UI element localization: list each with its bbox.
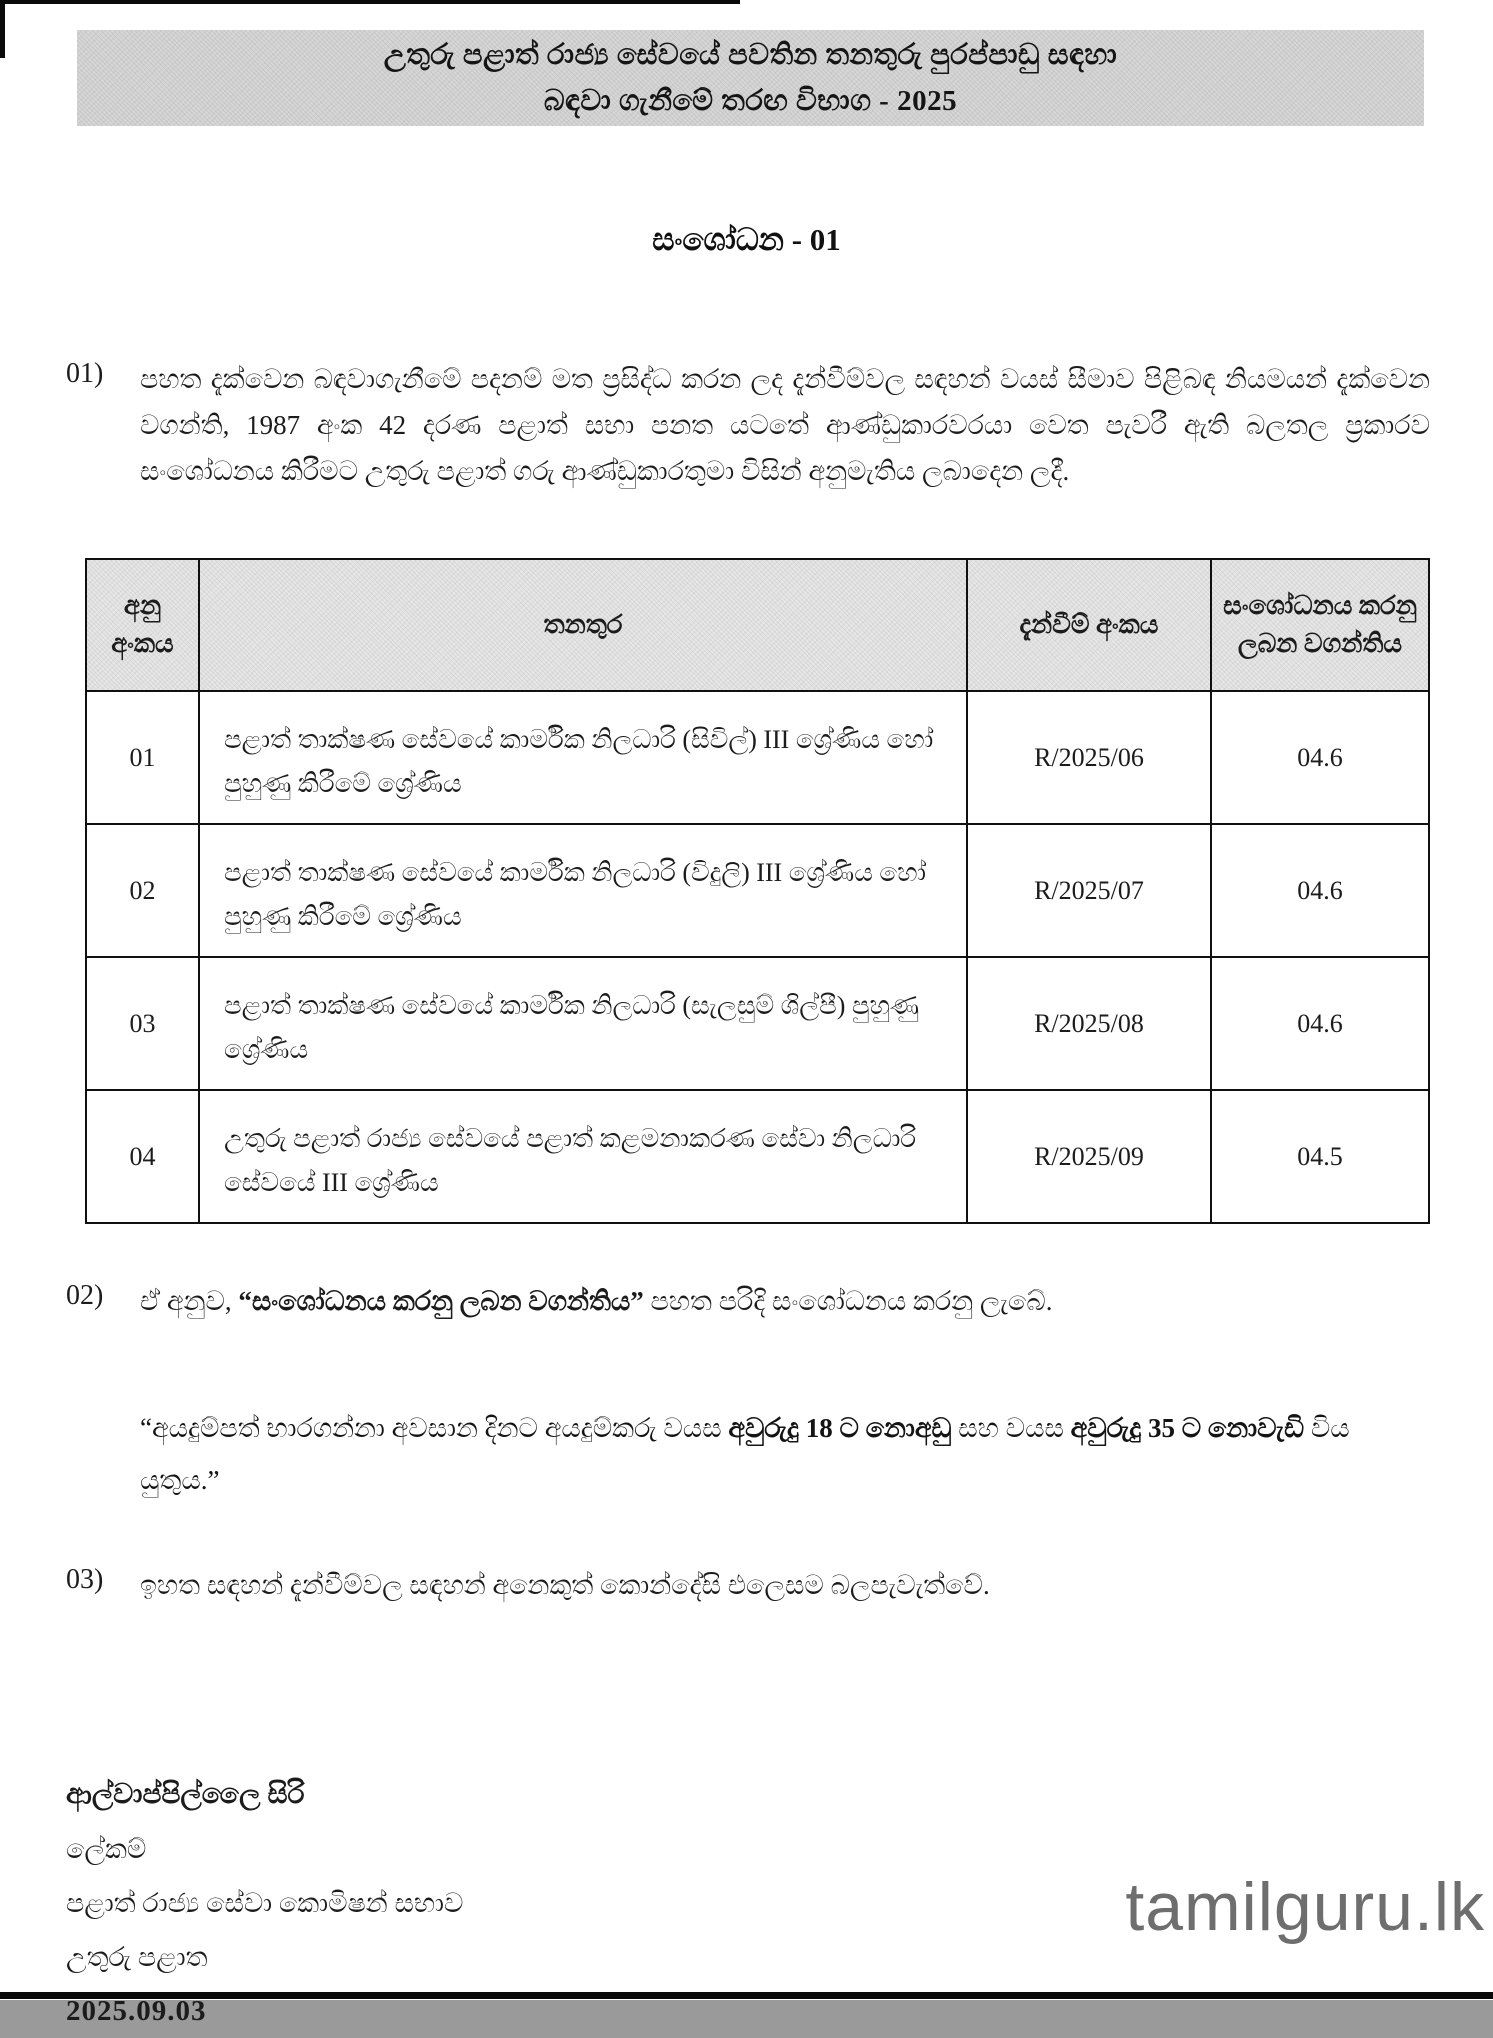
cell-notice-number: R/2025/07 xyxy=(967,824,1211,957)
cell-amended-clause: 04.6 xyxy=(1211,824,1429,957)
table-row xyxy=(86,824,1429,957)
amendment-table xyxy=(85,558,1430,1224)
table-header-row xyxy=(86,559,1429,691)
signature-block xyxy=(66,1768,766,2038)
para-03-number: 03) xyxy=(66,1564,104,1595)
quote-seg-1: අවුරුදු 18 ට නොඅඩු xyxy=(728,1413,952,1443)
col-header-notice-number: දැන්වීම් අංකය xyxy=(967,559,1211,691)
col-header-amended-clause: සංශෝධනය කරනු ලබන වගන්තිය xyxy=(1211,559,1429,691)
quote-seg-2: සහ වයස xyxy=(951,1413,1071,1443)
banner-title-line2: බඳවා ගැනීමේ තරඟ විභාග - 2025 xyxy=(543,85,958,117)
cell-position: පළාත් තාක්ෂණ සේවයේ කාර්මික නිලධාරි (සිවිල්) III ශ්‍රේණිය හෝ පුහුණු කිරීමේ ශ්‍රේණිය xyxy=(199,691,967,824)
cell-amended-clause: 04.5 xyxy=(1211,1090,1429,1223)
para-02-number: 02) xyxy=(66,1280,104,1311)
table-row xyxy=(86,691,1429,824)
cell-serial: 02 xyxy=(86,824,199,957)
para-03-text: ඉහත සඳහන් දැන්වීම්වල සඳහන් අනෙකුත් කොන්දේසි එලෙසම බලපැවැත්වේ. xyxy=(140,1570,990,1600)
para-02-text xyxy=(140,1278,1430,1324)
banner-title-line1: උතුරු පළාත් රාජ්‍ය සේවයේ පවතින තනතුරු පුරප්පාඩු සඳහා xyxy=(383,39,1118,71)
cell-position: පළාත් තාක්ෂණ සේවයේ කාර්මික නිලධාරි (විදුලි) III ශ්‍රේණිය හෝ පුහුණු කිරීමේ ශ්‍රේණිය xyxy=(199,824,967,957)
cell-serial: 03 xyxy=(86,957,199,1090)
para-02-prefix: ඒ අනුව, xyxy=(140,1286,239,1316)
cell-serial: 04 xyxy=(86,1090,199,1223)
watermark-tamilguru: tamilguru.lk xyxy=(1125,1869,1485,1945)
signatory-organization: පළාත් රාජ්‍ය සේවා කොමිෂන් සභාව xyxy=(66,1888,464,1918)
cell-notice-number: R/2025/06 xyxy=(967,691,1211,824)
signatory-name: ආල්වාප්පිල්ලෛ සිරි xyxy=(66,1779,305,1810)
cell-amended-clause: 04.6 xyxy=(1211,957,1429,1090)
quote-seg-4: විය යුතුය.” xyxy=(140,1413,1350,1495)
quote-seg-3: අවුරුදු 35 ට නොවැඩි xyxy=(1070,1413,1305,1443)
cell-amended-clause: 04.6 xyxy=(1211,691,1429,824)
signatory-title: ලේකම් xyxy=(66,1834,147,1864)
scan-edge-left xyxy=(0,0,5,58)
para-01-number: 01) xyxy=(66,358,104,389)
cell-notice-number: R/2025/09 xyxy=(967,1090,1211,1223)
table-row xyxy=(86,957,1429,1090)
cell-notice-number: R/2025/08 xyxy=(967,957,1211,1090)
amended-clause-quote xyxy=(140,1402,1430,1506)
col-header-position: තනතුර xyxy=(199,559,967,691)
title-banner xyxy=(77,30,1424,126)
para-02-bold-phrase: “සංශෝධනය කරනු ලබන වගන්තිය” xyxy=(238,1286,644,1316)
para-01-text: පහත දැක්වෙන බඳවාගැනීමේ පදනම් මත ප්‍රසිද්ධ කරන ලද දැන්වීම්වල සඳහන් වයස් සීමාව පිළිබඳ නියමයන් දැක්වෙන වගන්ති, 1987 අංක 42 දරණ පළාත් සභා පනත යටතේ ආණ්ඩුකාරවරයා වෙත පැවරී ඇති බලතල ප්‍රකාරව සංශෝධනය කිරීමට උතුරු පළාත් ගරු ආණ්ඩුකාරතුමා විසින් අනුමැතිය ලබාදෙන ලදී. xyxy=(140,364,1430,486)
quote-seg-0: “අයදුම්පත් භාරගන්නා අවසාන දිනට අයදුම්කරු වයස xyxy=(140,1413,729,1443)
cell-position: උතුරු පළාත් රාජ්‍ය සේවයේ පළාත් කළමනාකරණ සේවා නිලධාරි සේවයේ III ශ්‍රේණිය xyxy=(199,1090,967,1223)
table-row xyxy=(86,1090,1429,1223)
col-header-serial: අනු අංකය xyxy=(86,559,199,691)
signatory-province: උතුරු පළාත xyxy=(66,1942,208,1972)
scan-edge-top xyxy=(0,0,740,4)
cell-serial: 01 xyxy=(86,691,199,824)
amendment-heading: සංශෝධන - 01 xyxy=(652,222,841,257)
cell-position: පළාත් තාක්ෂණ සේවයේ කාර්මික නිලධාරි (සැලසුම් ශිල්පී) පුහුණු ශ්‍රේණිය xyxy=(199,957,967,1090)
document-date: 2025.09.03 xyxy=(66,1995,207,2027)
para-02-suffix: පහත පරිදි සංශෝධනය කරනු ලැබේ. xyxy=(643,1286,1053,1316)
